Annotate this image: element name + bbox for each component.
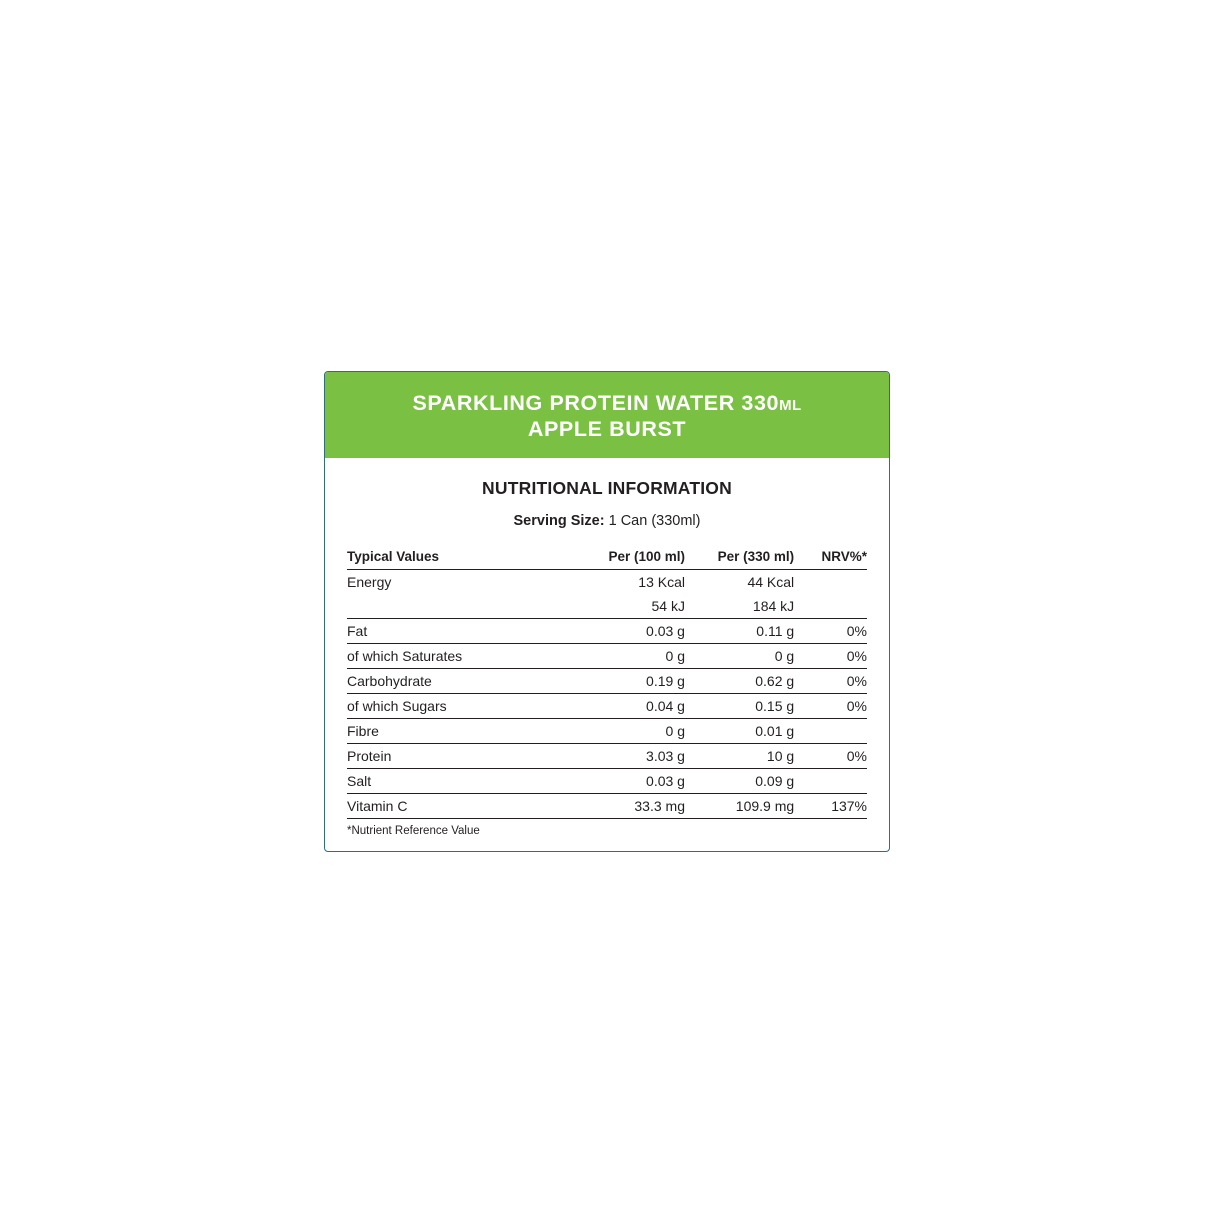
serving-size-value: 1 Can (330ml)	[608, 513, 701, 530]
table-row	[347, 719, 867, 744]
value-per-330ml: 184 kJ	[685, 594, 794, 619]
value-per-100ml: 0.04 g	[576, 694, 685, 719]
nutrient-name	[347, 594, 576, 619]
value-per-330ml: 0.11 g	[685, 619, 794, 644]
column-header-typical-values: Typical Values	[347, 545, 576, 570]
value-per-330ml: 0.09 g	[685, 769, 794, 794]
value-per-330ml: 0 g	[685, 644, 794, 669]
nutrient-name: Vitamin C	[347, 794, 576, 819]
value-per-330ml: 109.9 mg	[685, 794, 794, 819]
value-nrv-percent: 0%	[794, 644, 867, 669]
table-row	[347, 594, 867, 619]
product-name-text: SPARKLING PROTEIN WATER 330	[412, 391, 780, 415]
value-per-330ml: 0.01 g	[685, 719, 794, 744]
nutrition-table	[347, 545, 867, 819]
nutrient-name: Salt	[347, 769, 576, 794]
table-row	[347, 744, 867, 769]
nutrient-name: Fat	[347, 619, 576, 644]
value-per-330ml: 10 g	[685, 744, 794, 769]
table-row	[347, 644, 867, 669]
value-per-100ml: 0.03 g	[576, 619, 685, 644]
value-per-100ml: 0.03 g	[576, 769, 685, 794]
serving-size	[347, 513, 867, 529]
section-title: NUTRITIONAL INFORMATION	[482, 478, 732, 499]
value-nrv-percent	[794, 570, 867, 595]
value-nrv-percent	[794, 769, 867, 794]
nutrient-name: Protein	[347, 744, 576, 769]
value-nrv-percent: 0%	[794, 619, 867, 644]
table-row	[347, 619, 867, 644]
value-per-330ml: 44 Kcal	[747, 574, 795, 591]
product-volume-unit: ML	[779, 397, 802, 414]
product-header	[325, 372, 889, 458]
nutrient-name: Fibre	[347, 719, 576, 744]
value-nrv-percent: 0%	[794, 669, 867, 694]
value-nrv-percent	[794, 719, 867, 744]
nutrition-table-head	[347, 545, 867, 570]
column-header-per-330ml: Per (330 ml)	[685, 545, 794, 570]
value-per-100ml: 13 Kcal	[638, 574, 685, 591]
value-nrv-percent: 0%	[794, 744, 867, 769]
value-per-330ml: 0.15 g	[685, 694, 794, 719]
value-per-100ml: 0 g	[576, 644, 685, 669]
column-header-per-100ml: Per (100 ml)	[576, 545, 685, 570]
product-name-line-1	[341, 390, 873, 416]
value-per-100ml: 0.19 g	[576, 669, 685, 694]
value-nrv-percent	[794, 594, 867, 619]
nutrient-name: of which Saturates	[347, 644, 576, 669]
value-per-100ml: 3.03 g	[576, 744, 685, 769]
nutrition-body	[325, 458, 889, 851]
table-header-row	[347, 545, 867, 570]
value-per-100ml: 0 g	[576, 719, 685, 744]
value-nrv-percent: 137%	[794, 794, 867, 819]
table-row	[347, 669, 867, 694]
table-row	[347, 570, 867, 595]
footnote-nrv: *Nutrient Reference Value	[347, 825, 480, 838]
column-header-nrv: NRV%*	[794, 545, 867, 570]
product-flavour-line: APPLE BURST	[527, 417, 687, 442]
nutrition-table-body	[347, 570, 867, 819]
table-row	[347, 769, 867, 794]
nutrition-label-panel	[324, 371, 890, 852]
value-per-100ml: 54 kJ	[576, 594, 685, 619]
nutrient-name: Carbohydrate	[347, 669, 576, 694]
value-per-330ml: 0.62 g	[685, 669, 794, 694]
serving-size-label: Serving Size:	[513, 513, 605, 530]
nutrient-name: of which Sugars	[347, 694, 576, 719]
value-per-100ml: 33.3 mg	[576, 794, 685, 819]
table-row	[347, 694, 867, 719]
nutrient-name: Energy	[347, 574, 392, 591]
value-nrv-percent: 0%	[794, 694, 867, 719]
table-row	[347, 794, 867, 819]
